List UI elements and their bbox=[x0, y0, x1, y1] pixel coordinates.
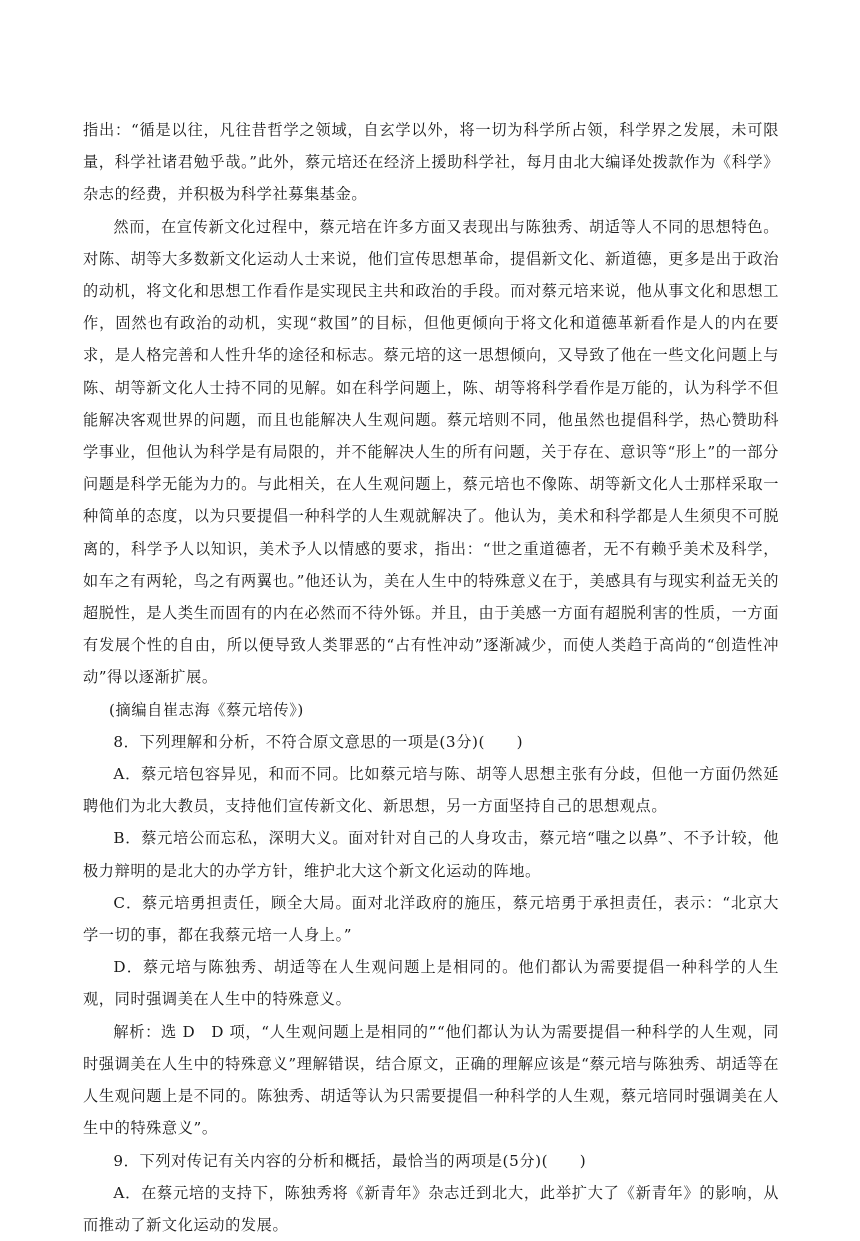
document-page bbox=[83, 114, 779, 1241]
passage-continuation: 指出：“循是以往，凡往昔哲学之领域，自玄学以外，将一切为科学所占领，科学界之发展，未可限量，科学社诸君勉乎哉。”此外，蔡元培还在经济上援助科学社，每月由北大编译处拨款作为《科学》杂志的经费，并积极为科学社募集基金。 bbox=[83, 121, 779, 204]
question-8-option-b: B．蔡元培公而忘私，深明大义。面对针对自己的人身攻击，蔡元培“嗤之以鼻”、不予计较，他极力辩明的是北大的办学方针，维护北大这个新文化运动的阵地。 bbox=[83, 829, 779, 880]
question-8-option-c: C．蔡元培勇担责任，顾全大局。面对北洋政府的施压，蔡元培勇于承担责任，表示：“北京大学一切的事，都在我蔡元培一人身上。” bbox=[83, 893, 779, 945]
question-8-option-a: A．蔡元培包容异见，和而不同。比如蔡元培与陈、胡等人思想主张有分歧，但他一方面仍然延聘他们为北大教员，支持他们宣传新文化、新思想，另一方面坚持自己的思想观点。 bbox=[83, 765, 779, 816]
passage-paragraph: 然而，在宣传新文化过程中，蔡元培在许多方面又表现出与陈独秀、胡适等人不同的思想特色。对陈、胡等大多数新文化运动人士来说，他们宣传思想革命，提倡新文化、新道德，更多是出于政治的动机，将文化和思想工作看作是实现民主共和政治的手段。而对蔡元培来说，他从事文化和思想工作，固然也有政治的动机，实现“救国”的目标，但他更倾向于将文化和道德革新看作是人的内在要求，是人格完善和人性升华的途径和标志。蔡元培的这一思想倾向，又导致了他在一些文化问题上与陈、胡等新文化人士持不同的见解。如在科学问题上，陈、胡等将科学看作是万能的，认为科学不但能解决客观世界的问题，而且也能解决人生观问题。蔡元培则不同，他虽然也提倡科学，热心赞助科学事业，但他认为科学是有局限的，并不能解决人生的所有问题，关于存在、意识等“形上”的一部分问题是科学无能为力的。与此相关，在人生观问题上，蔡元培也不像陈、胡等新文化人士那样采取一种简单的态度，以为只要提倡一种科学的人生观就解决了。他认为，美术和科学都是人生须臾不可脱离的，科学予人以知识，美术予人以情感的要求，指出：“世之重道德者，无不有赖乎美术及科学，如车之有两轮，鸟之有两翼也。”他还认为，美在人生中的特殊意义在于，美感具有与现实利益无关的超脱性，是人类生而固有的内在必然而不待外铄。并且，由于美感一方面有超脱利害的性质，一方面有发展个性的自由，所以便导致人类罪恶的“占有性冲动”逐渐减少，而使人类趋于高尚的“创造性冲动”得以逐渐扩展。 bbox=[83, 217, 779, 687]
question-8-stem: 8．下列理解和分析，不符合原文意思的一项是(3分)( ) bbox=[113, 732, 524, 751]
source-citation: (摘编自崔志海《蔡元培传》) bbox=[109, 700, 304, 719]
question-8-explanation: 解析：选 D D 项，“人生观问题上是相同的”“他们都认为认为需要提倡一种科学的人生观，同时强调美在人生中的特殊意义”理解错误，结合原文，正确的理解应该是“蔡元培与陈独秀、胡适等在人生观问题上是不同的。陈独秀、胡适等认为只需要提倡一种科学的人生观，蔡元培同时强调美在人生中的特殊意义”。 bbox=[83, 1022, 779, 1138]
question-8-option-d: D．蔡元培与陈独秀、胡适等在人生观问题上是相同的。他们都认为需要提倡一种科学的人生观，同时强调美在人生中的特殊意义。 bbox=[83, 958, 779, 1009]
question-9-stem: 9．下列对传记有关内容的分析和概括，最恰当的两项是(5分)( ) bbox=[113, 1151, 587, 1170]
question-9-option-a: A．在蔡元培的支持下，陈独秀将《新青年》杂志迁到北大，此举扩大了《新青年》的影响，从而推动了新文化运动的发展。 bbox=[83, 1183, 779, 1234]
